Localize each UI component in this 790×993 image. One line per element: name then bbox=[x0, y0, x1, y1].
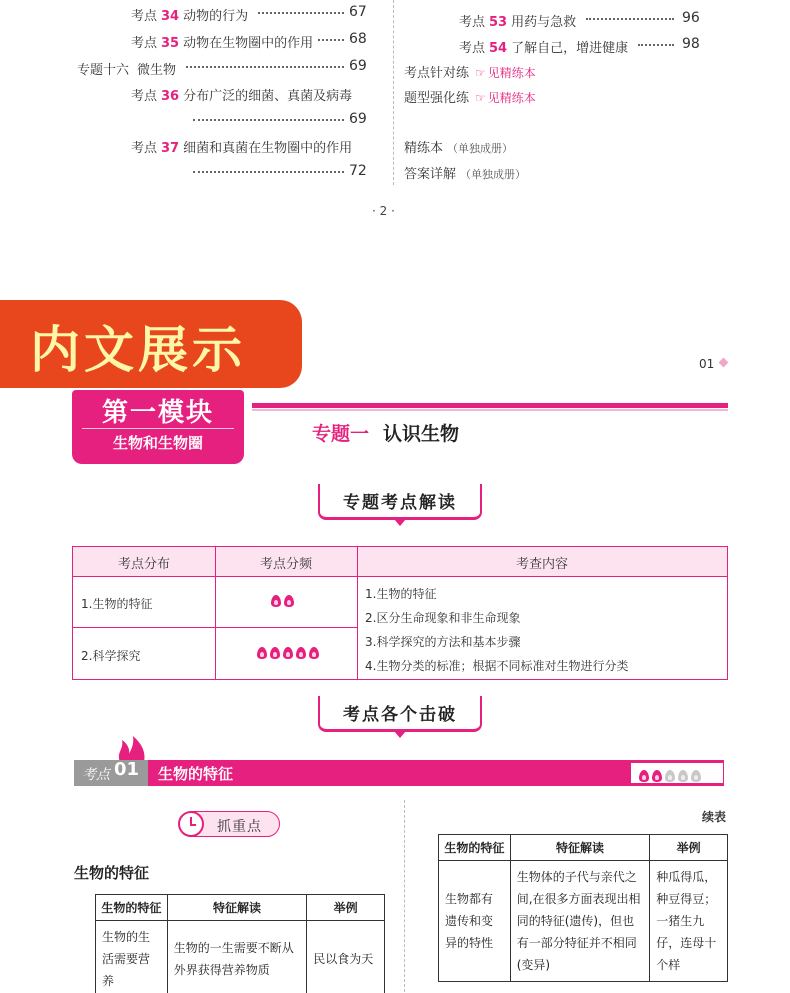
triangle-icon bbox=[394, 519, 406, 526]
toc-page-number: 68 bbox=[349, 31, 367, 47]
toc-leader bbox=[186, 66, 344, 68]
summary-table-header bbox=[73, 547, 727, 577]
toc-extra-entry[interactable]: 考点针对练 ☞ 见精练本 bbox=[404, 66, 536, 81]
summary-table bbox=[72, 546, 728, 680]
toc-column-divider bbox=[393, 0, 394, 185]
toc-page-number: 98 bbox=[682, 36, 700, 52]
hand-pointer-icon: ☞ bbox=[475, 66, 486, 80]
table-cell: 1.生物的特征 bbox=[81, 597, 153, 611]
toc-leader bbox=[193, 171, 344, 173]
column-header: 考点分布 bbox=[117, 557, 170, 572]
module-subtitle: 生物和生物圈 bbox=[112, 434, 203, 452]
column-header: 考查内容 bbox=[515, 557, 568, 572]
toc-entry[interactable]: 考点 36 分布广泛的细菌、真菌及病毒 bbox=[131, 89, 353, 104]
table-row bbox=[439, 861, 728, 982]
toc-page-number: 67 bbox=[349, 4, 367, 20]
table-cell: 2.科学探究 bbox=[81, 649, 141, 663]
flame-icon bbox=[309, 647, 319, 659]
topic-title: 专题一 认识生物 bbox=[312, 423, 460, 445]
features-table-continued bbox=[438, 834, 728, 982]
divider bbox=[215, 547, 216, 679]
hand-pointer-icon: ☞ bbox=[475, 91, 486, 105]
column-divider bbox=[404, 800, 405, 992]
frequency-rating bbox=[271, 595, 297, 610]
frequency-rating bbox=[257, 647, 322, 662]
table-cell: 生物的一生需要不断从外界获得营养物质 bbox=[167, 921, 306, 993]
table-row bbox=[96, 921, 385, 993]
page-label: 01 bbox=[699, 357, 715, 371]
toc-entry[interactable]: 考点 34 动物的行为 bbox=[131, 9, 249, 24]
table-cell: 种瓜得瓜，种豆得豆；一猪生九仔，连母十个样 bbox=[650, 861, 728, 982]
module-title: 第一模块 bbox=[101, 398, 214, 428]
banner-text: 内文展示 bbox=[30, 321, 246, 379]
module-badge bbox=[72, 390, 244, 464]
section-subheading: 生物的特征 bbox=[74, 864, 150, 882]
column-header: 举例 bbox=[307, 895, 385, 921]
toc-extra-entry[interactable]: 答案详解 （单独成册） bbox=[404, 167, 527, 182]
flame-icon bbox=[283, 647, 293, 659]
toc-topic-entry[interactable]: 专题十六 微生物 bbox=[77, 63, 177, 78]
diamond-icon bbox=[719, 358, 729, 368]
toc-leader bbox=[258, 12, 344, 14]
flame-icon bbox=[691, 770, 701, 782]
header-rule bbox=[252, 403, 728, 408]
header-rule-light bbox=[252, 409, 728, 411]
toc-leader bbox=[318, 39, 344, 41]
flame-icon bbox=[296, 647, 306, 659]
features-table bbox=[95, 894, 385, 993]
table-header-row bbox=[439, 835, 728, 861]
continued-label: 续表 bbox=[702, 810, 727, 824]
page-number: · 2 · bbox=[372, 204, 395, 218]
flame-icon bbox=[639, 770, 649, 782]
table-cell: 生物的生活需要营养 bbox=[96, 921, 168, 993]
flame-icon bbox=[652, 770, 662, 782]
toc-leader bbox=[638, 44, 674, 46]
kaodian-label: 考点 bbox=[82, 767, 110, 783]
triangle-icon bbox=[394, 731, 406, 738]
importance-rating bbox=[630, 762, 724, 784]
flame-icon bbox=[271, 595, 281, 607]
toc-page-number: 72 bbox=[349, 163, 367, 179]
divider bbox=[73, 627, 357, 628]
column-header: 生物的特征 bbox=[96, 895, 168, 921]
kaodian-title: 生物的特征 bbox=[158, 765, 234, 783]
content-line: 2.区分生命现象和非生命现象 bbox=[365, 611, 521, 625]
toc-extra-entry[interactable]: 精练本 （单独成册） bbox=[404, 141, 514, 156]
column-header: 举例 bbox=[650, 835, 728, 861]
section-heading: 专题考点解读 bbox=[318, 484, 482, 520]
kaodian-number: 01 bbox=[114, 759, 140, 780]
toc-entry[interactable]: 考点 54 了解自己，增进健康 bbox=[459, 41, 629, 56]
toc-entry[interactable]: 考点 53 用药与急救 bbox=[459, 15, 577, 30]
toc-leader bbox=[193, 119, 344, 121]
toc-extra-entry[interactable]: 题型强化练 ☞ 见精练本 bbox=[404, 91, 536, 106]
toc-entry[interactable]: 考点 37 细菌和真菌在生物圈中的作用 bbox=[131, 141, 353, 156]
divider bbox=[82, 428, 234, 429]
column-header: 特征解读 bbox=[167, 895, 306, 921]
toc-page-number: 69 bbox=[349, 58, 367, 74]
flame-icon bbox=[284, 595, 294, 607]
flame-icon bbox=[678, 770, 688, 782]
table-header-row bbox=[96, 895, 385, 921]
column-header: 生物的特征 bbox=[439, 835, 511, 861]
table-cell: 生物体的子代与亲代之间,在很多方面表现出相同的特征(遗传)，但也有一部分特征并不相同(变异) bbox=[510, 861, 649, 982]
section-heading: 考点各个击破 bbox=[318, 696, 482, 732]
column-header: 特征解读 bbox=[510, 835, 649, 861]
flame-icon bbox=[665, 770, 675, 782]
preview-banner bbox=[0, 300, 302, 388]
content-line: 1.生物的特征 bbox=[365, 587, 437, 601]
key-points-tag: 抓重点 bbox=[180, 811, 280, 837]
toc-page-number: 96 bbox=[682, 10, 700, 26]
toc-entry[interactable]: 考点 35 动物在生物圈中的作用 bbox=[131, 36, 314, 51]
divider bbox=[357, 547, 358, 679]
flame-icon bbox=[270, 647, 280, 659]
clock-icon bbox=[178, 811, 204, 837]
table-cell: 民以食为天 bbox=[307, 921, 385, 993]
toc-leader bbox=[586, 18, 674, 20]
toc-page-number: 69 bbox=[349, 111, 367, 127]
flame-icon bbox=[257, 647, 267, 659]
column-header: 考点分频 bbox=[259, 557, 312, 572]
content-line: 3.科学探究的方法和基本步骤 bbox=[365, 635, 521, 649]
content-line: 4.生物分类的标准；根据不同标准对生物进行分类 bbox=[365, 659, 629, 673]
table-cell: 生物都有遗传和变异的特性 bbox=[439, 861, 511, 982]
